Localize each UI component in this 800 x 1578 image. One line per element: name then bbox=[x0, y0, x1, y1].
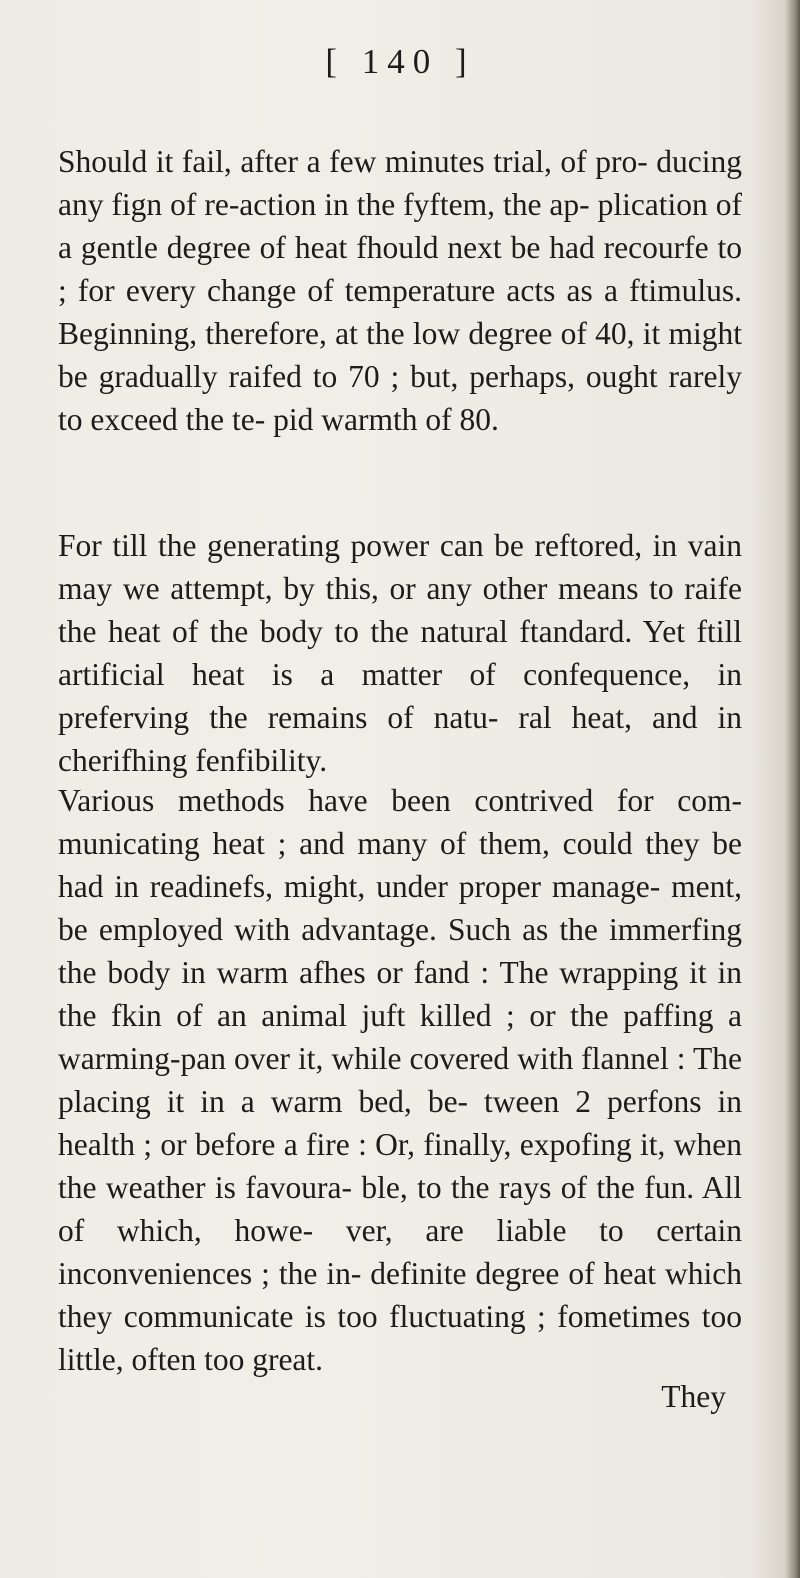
paragraph-3: Various methods have been contrived for com- municating heat ; and many of them, could they be had in readinefs, might, under proper manage- ment, be employed with advantage. Such as the immerfing the body in warm afhes or fand : The wrapping it in the fkin of an animal juft killed ; or the paffing a warming-pan over it, while covered with flannel : The placing it in a warm bed, be- tween 2 perfons in health ; or before a fire : Or, finally, expofing it, when the weather is favoura- ble, to the rays of the fun. All of which, howe- ver, are liable to certain inconveniences ; the in- definite degree of heat which they communicate is too fluctuating ; fometimes too little, often too great. bbox=[58, 783, 742, 1377]
paragraph-2: For till the generating power can be reftored, in vain may we attempt, by this, or any other means to raife the heat of the body to the natural ftandard. Yet ftill artificial heat is a matter of confequence, in preferving the remains of natu- ral heat, and in cherifhing fenfibility. bbox=[58, 528, 742, 778]
catchword: They bbox=[661, 1379, 726, 1414]
paragraph-1: Should it fail, after a few minutes trial, of pro- ducing any fign of re-action in the fyftem, the ap- plication of a gentle degree of heat fhould next be had recourfe to ; for every change of temperature acts as a ftimulus. Beginning, therefore, at the low degree of 40, it might be gradually raifed to 70 ; but, perhaps, ought rarely to exceed the te- pid warmth of 80. bbox=[58, 144, 742, 437]
page-number-header: [ 140 ] bbox=[325, 42, 475, 81]
page-edge-shadow bbox=[786, 0, 800, 1578]
